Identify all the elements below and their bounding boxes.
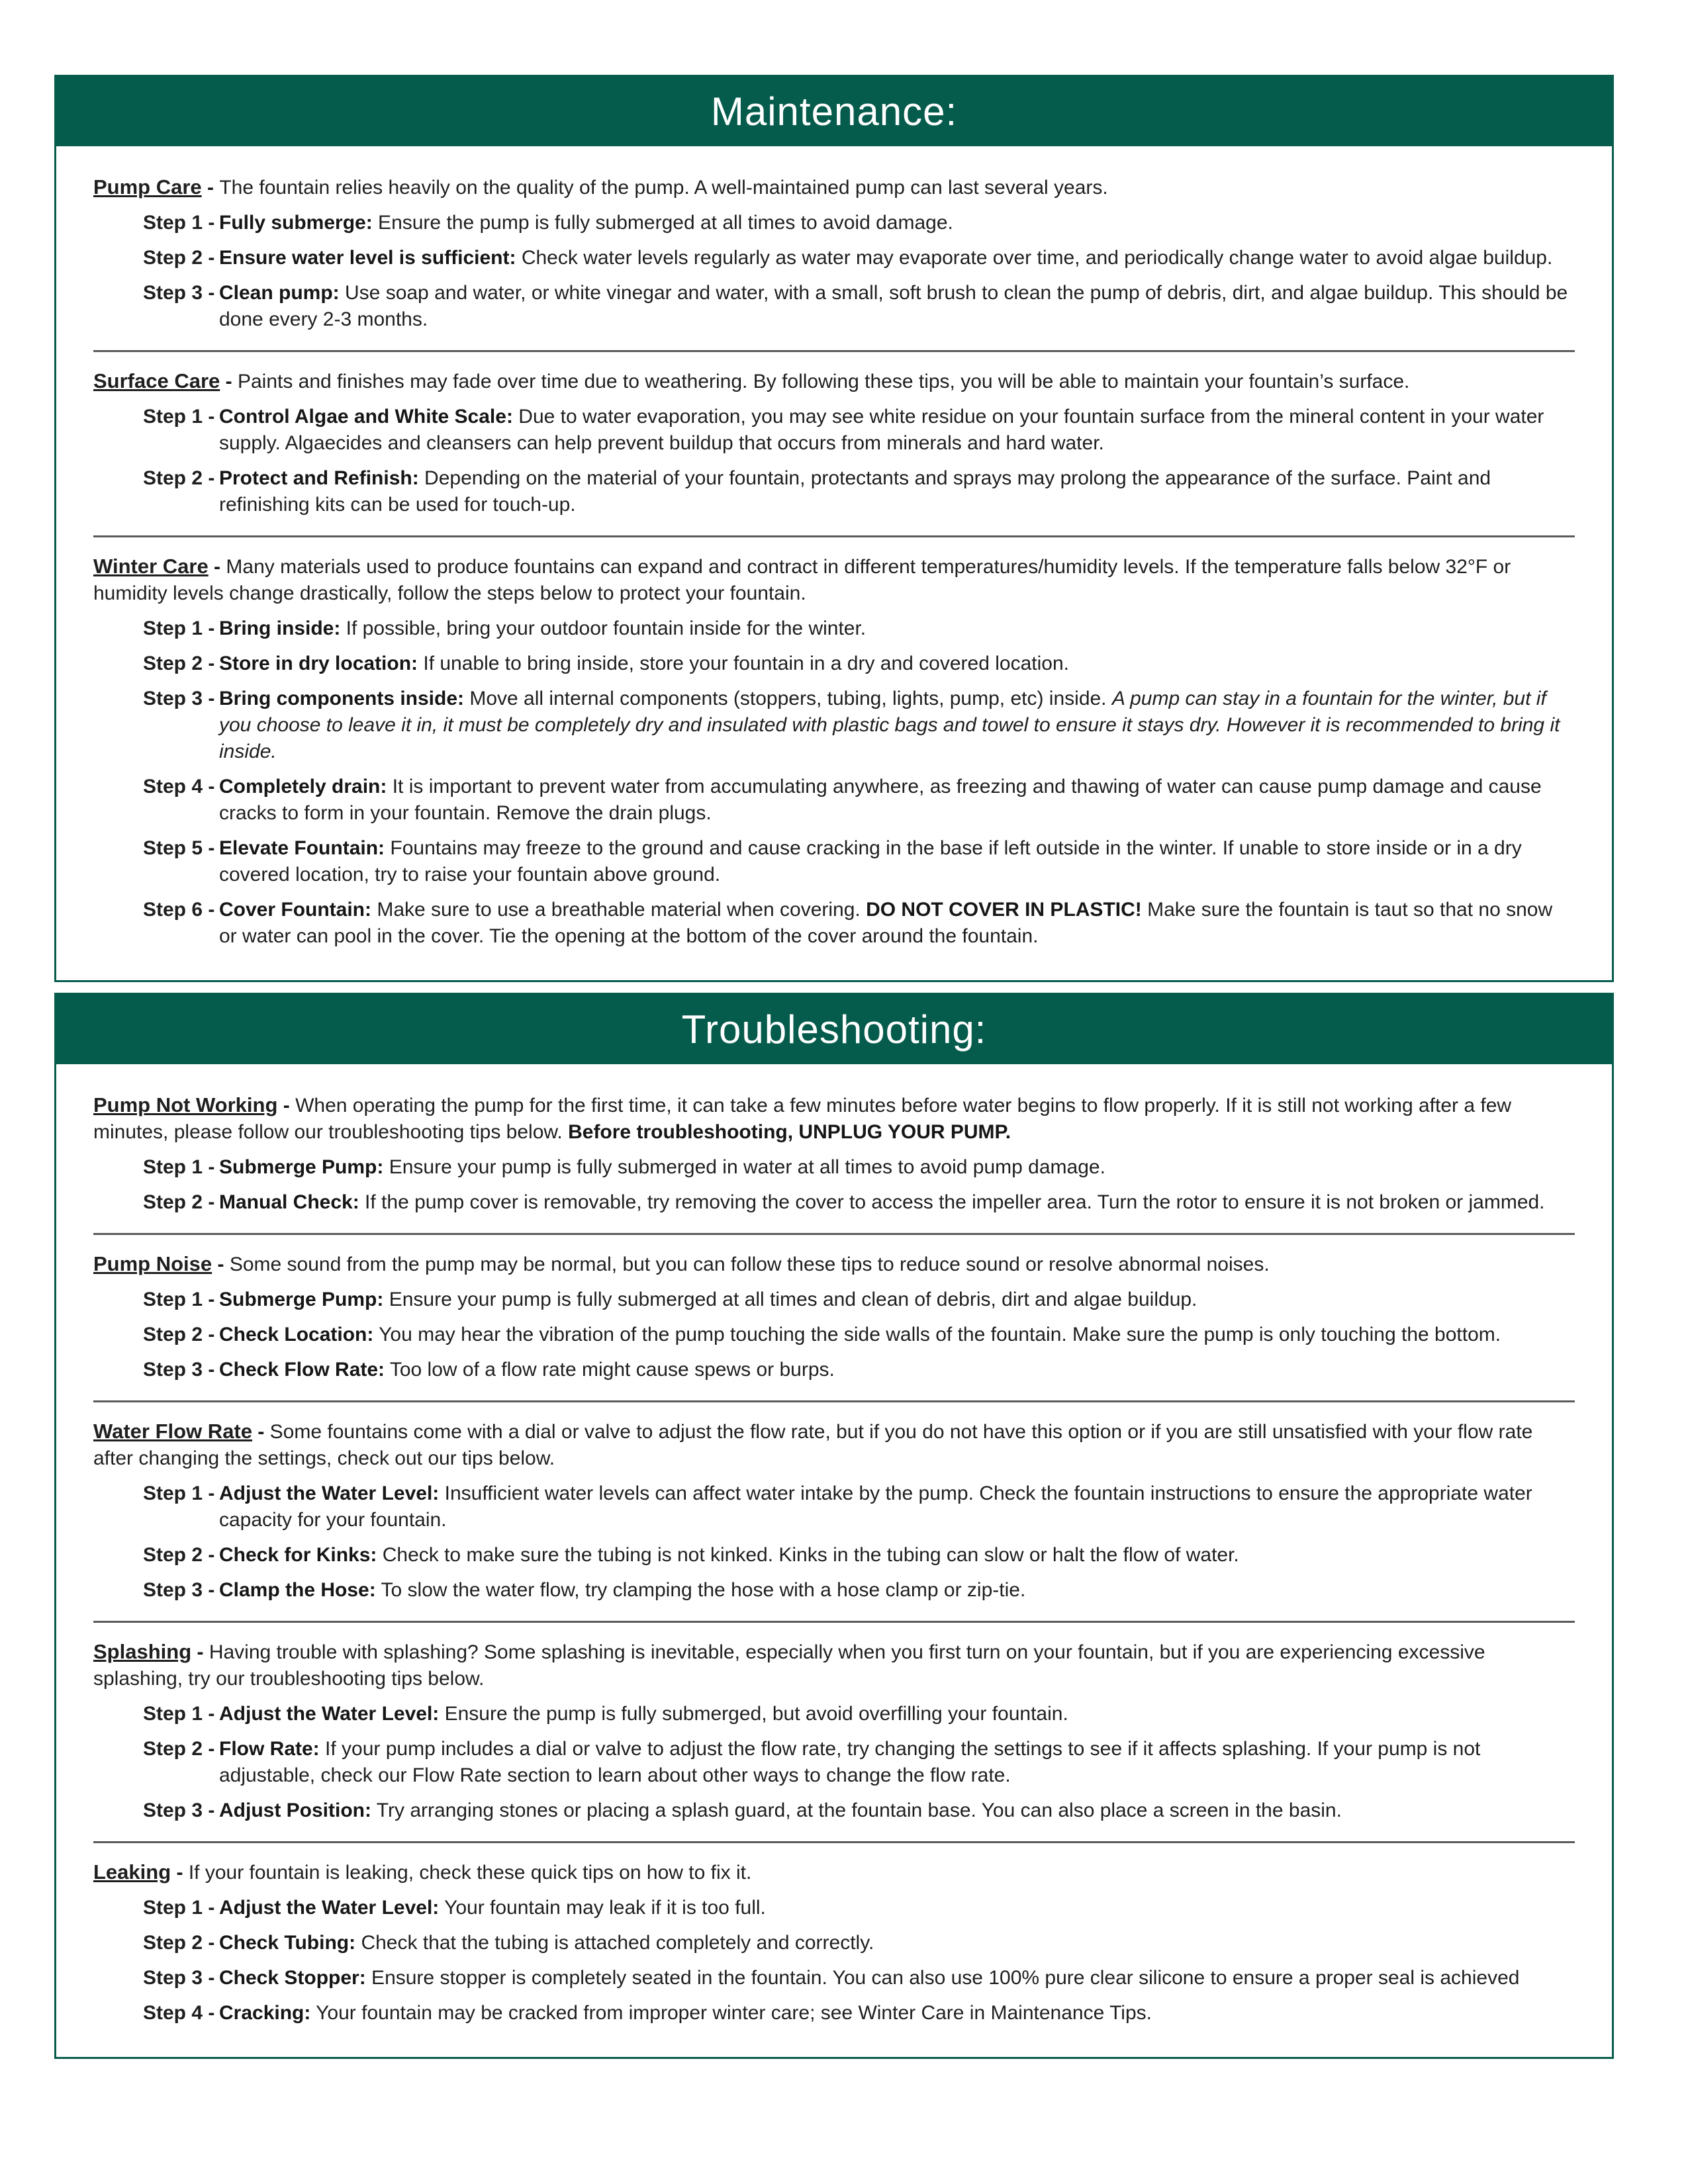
step-row — [93, 280, 1575, 333]
topic-intro — [93, 1418, 1575, 1472]
body-text: Ensure the pump is fully submerged, but avoid overfilling your fountain. — [439, 1703, 1068, 1725]
step-text — [219, 899, 1552, 947]
step-number: Step 2 - — [143, 467, 215, 489]
body-text: Check that the tubing is attached completely and correctly. — [355, 1932, 874, 1954]
body-text: Move all internal components (stoppers, tubing, lights, pump, etc) inside. — [464, 688, 1112, 709]
step-text — [219, 1738, 1480, 1786]
bold-text: Submerge Pump: — [219, 1156, 384, 1178]
step-row — [93, 686, 1575, 765]
step-text — [219, 212, 953, 234]
step-row — [93, 210, 1575, 236]
body-text: You may hear the vibration of the pump touching the side walls of the fountain. Make sure the pump is only touching the bottom. — [373, 1324, 1501, 1345]
topic-heading: Splashing — [93, 1640, 192, 1663]
step-row — [93, 1736, 1575, 1789]
step-row — [93, 615, 1575, 642]
step-number: Step 3 - — [143, 688, 215, 709]
body-text: Some sound from the pump may be normal, but you can follow these tips to reduce sound or resolve abnormal noises. — [229, 1253, 1270, 1275]
topic-heading: Pump Noise — [93, 1252, 212, 1275]
step-text — [219, 1289, 1197, 1310]
topic-intro — [93, 1092, 1575, 1146]
bold-text: - — [252, 1421, 270, 1443]
topic — [93, 1859, 1575, 2026]
maintenance-section — [54, 75, 1614, 982]
step-number: Step 1 - — [143, 1156, 215, 1178]
maintenance-title: Maintenance: — [710, 89, 958, 134]
step-row — [93, 1895, 1575, 1921]
bold-text: Adjust the Water Level: — [219, 1703, 440, 1725]
step-row — [93, 465, 1575, 518]
step-row — [93, 1930, 1575, 1956]
topic-intro — [93, 1639, 1575, 1692]
step-row — [93, 1322, 1575, 1348]
topic-divider — [93, 1841, 1575, 1843]
body-text: Use soap and water, or white vinegar and water, with a small, soft brush to clean the pump of debris, dirt, and algae buildup. This should be done every 2-3 months. — [219, 282, 1568, 330]
bold-text: Completely drain: — [219, 776, 387, 797]
topic-divider — [93, 1400, 1575, 1402]
bold-text: - — [220, 371, 238, 392]
body-text: Your fountain may leak if it is too full. — [439, 1897, 766, 1919]
body-text: Ensure your pump is fully submerged at all times and clean of debris, dirt and algae buildup. — [383, 1289, 1197, 1310]
body-text: Fountains may freeze to the ground and cause cracking in the base if left outside in the winter. If unable to store inside or in a dry covered location, try to raise your fountain above ground. — [219, 837, 1522, 886]
step-number: Step 1 - — [143, 1289, 215, 1310]
bold-text: Fully submerge: — [219, 212, 373, 234]
step-row — [93, 1189, 1575, 1216]
body-text: Ensure the pump is fully submerged at all times to avoid damage. — [372, 212, 953, 234]
step-text — [219, 282, 1568, 330]
bold-text: Check Location: — [219, 1324, 374, 1345]
step-text — [219, 776, 1542, 824]
step-text — [219, 1191, 1545, 1213]
step-number: Step 6 - — [143, 899, 215, 921]
topic-intro — [93, 1251, 1575, 1278]
step-text — [219, 1324, 1501, 1345]
body-text: Your fountain may be cracked from improper winter care; see Winter Care in Maintenance Tips. — [310, 2002, 1152, 2024]
step-text — [219, 1703, 1068, 1725]
body-text: Make sure the fountain is taut so that no snow or water can pool in the cover. Tie the opening at the bottom of the cover around the fountain. — [219, 899, 1553, 947]
body-text: If possible, bring your outdoor fountain inside for the winter. — [340, 617, 867, 639]
step-row — [93, 835, 1575, 888]
maintenance-content — [56, 146, 1612, 980]
body-text: Ensure your pump is fully submerged in water at all times to avoid pump damage. — [383, 1156, 1105, 1178]
body-text: The fountain relies heavily on the quality of the pump. A well-maintained pump can last several years. — [219, 177, 1108, 199]
bold-text: DO NOT COVER IN PLASTIC! — [866, 899, 1142, 921]
step-text — [219, 1932, 874, 1954]
step-number: Step 2 - — [143, 247, 215, 269]
topic-heading: Surface Care — [93, 369, 220, 392]
bold-text: - — [277, 1095, 296, 1116]
step-number: Step 2 - — [143, 653, 215, 674]
step-row — [93, 774, 1575, 827]
body-text: It is important to prevent water from accumulating anywhere, as freezing and thawing of water can cause pump damage and cause cracks to form in your fountain. Remove the drain plugs. — [219, 776, 1542, 824]
bold-text: Adjust Position: — [219, 1799, 371, 1821]
bold-text: Submerge Pump: — [219, 1289, 384, 1310]
bold-text: - — [208, 556, 226, 578]
step-row — [93, 1357, 1575, 1383]
body-text: Ensure stopper is completely seated in the fountain. You can also use 100% pure clear silicone to ensure a proper seal is achieved — [365, 1967, 1520, 1989]
step-number: Step 4 - — [143, 776, 215, 797]
step-text — [219, 1579, 1025, 1601]
bold-text: Cover Fountain: — [219, 899, 371, 921]
step-row — [93, 897, 1575, 950]
step-number: Step 3 - — [143, 1579, 215, 1601]
body-text: Too low of a flow rate might cause spews or burps. — [385, 1359, 835, 1381]
step-number: Step 1 - — [143, 1897, 215, 1919]
body-text: When operating the pump for the first time, it can take a few minutes before water begins to flow properly. If it is still not working after a few minutes, please follow our troubleshooting tips below. — [93, 1095, 1512, 1143]
step-text — [219, 1544, 1239, 1566]
step-number: Step 2 - — [143, 1191, 215, 1213]
bold-text: Elevate Fountain: — [219, 837, 385, 859]
topic — [93, 1418, 1575, 1604]
bold-text: Before troubleshooting, UNPLUG YOUR PUMP. — [568, 1121, 1011, 1143]
step-text — [219, 1967, 1519, 1989]
italic-text: A pump can stay in a fountain for the winter, but if you choose to leave it in, it must be completely dry and insulated with plastic bags and towel to ensure it stays dry. However it is recommended to bring it inside. — [219, 688, 1560, 762]
step-number: Step 3 - — [143, 1967, 215, 1989]
step-row — [93, 1480, 1575, 1533]
step-text — [219, 247, 1552, 269]
topic-intro — [93, 368, 1575, 395]
bold-text: Control Algae and White Scale: — [219, 406, 513, 428]
topic-divider — [93, 350, 1575, 352]
body-text: Some fountains come with a dial or valve to adjust the flow rate, but if you do not have this option or if you are still unsatisfied with your flow rate after changing the settings, check out our tips below. — [93, 1421, 1533, 1469]
step-row — [93, 245, 1575, 271]
body-text: Check to make sure the tubing is not kinked. Kinks in the tubing can slow or halt the flow of water. — [377, 1544, 1239, 1566]
step-text — [219, 1897, 766, 1919]
bold-text: Bring components inside: — [219, 688, 465, 709]
step-text — [219, 1482, 1532, 1531]
step-row — [93, 1577, 1575, 1604]
step-text — [219, 1359, 835, 1381]
topic-heading: Pump Not Working — [93, 1093, 278, 1116]
step-number: Step 2 - — [143, 1324, 215, 1345]
topic-heading: Pump Care — [93, 175, 202, 199]
step-text — [219, 467, 1491, 516]
step-number: Step 5 - — [143, 837, 215, 859]
topic-heading: Leaking — [93, 1860, 171, 1884]
body-text: Insufficient water levels can affect water intake by the pump. Check the fountain instructions to ensure the appropriate water capacity for your fountain. — [219, 1482, 1532, 1531]
step-row — [93, 404, 1575, 457]
step-text — [219, 653, 1069, 674]
body-text: Depending on the material of your fountain, protectants and sprays may prolong the appearance of the surface. Paint and refinishing kits can be used for touch-up. — [219, 467, 1491, 516]
topic — [93, 1251, 1575, 1383]
body-text: Paints and finishes may fade over time due to weathering. By following these tips, you will be able to maintain your fountain’s surface. — [237, 371, 1410, 392]
body-text: Try arranging stones or placing a splash guard, at the fountain base. You can also place a screen in the basin. — [371, 1799, 1342, 1821]
topic — [93, 1639, 1575, 1824]
bold-text: Protect and Refinish: — [219, 467, 419, 489]
step-number: Step 1 - — [143, 212, 215, 234]
bold-text: Cracking: — [219, 2002, 311, 2024]
topic-divider — [93, 1233, 1575, 1235]
topic — [93, 368, 1575, 518]
step-number: Step 2 - — [143, 1738, 215, 1760]
topic-intro — [93, 553, 1575, 607]
topic-heading: Water Flow Rate — [93, 1420, 252, 1443]
bold-text: Bring inside: — [219, 617, 341, 639]
step-number: Step 3 - — [143, 282, 215, 304]
step-row — [93, 1154, 1575, 1181]
step-number: Step 2 - — [143, 1544, 215, 1566]
step-number: Step 4 - — [143, 2002, 215, 2024]
bold-text: Check Stopper: — [219, 1967, 366, 1989]
bold-text: Adjust the Water Level: — [219, 1897, 440, 1919]
step-text — [219, 1156, 1105, 1178]
body-text: To slow the water flow, try clamping the hose with a hose clamp or zip-tie. — [375, 1579, 1026, 1601]
bold-text: Manual Check: — [219, 1191, 359, 1213]
body-text: If your fountain is leaking, check these quick tips on how to fix it. — [188, 1862, 752, 1884]
body-text: Make sure to use a breathable material when covering. — [371, 899, 867, 921]
bold-text: Clamp the Hose: — [219, 1579, 376, 1601]
bold-text: Check Flow Rate: — [219, 1359, 385, 1381]
bold-text: Store in dry location: — [219, 653, 418, 674]
bold-text: - — [191, 1641, 209, 1663]
topic-intro — [93, 1859, 1575, 1886]
troubleshooting-title: Troubleshooting: — [681, 1007, 987, 1052]
step-number: Step 2 - — [143, 1932, 215, 1954]
bold-text: Check Tubing: — [219, 1932, 356, 1954]
maintenance-header-bar — [56, 77, 1612, 146]
bold-text: Adjust the Water Level: — [219, 1482, 440, 1504]
topic-heading: Winter Care — [93, 555, 209, 578]
step-row — [93, 1797, 1575, 1824]
body-text: If unable to bring inside, store your fountain in a dry and covered location. — [418, 653, 1069, 674]
step-number: Step 1 - — [143, 1703, 215, 1725]
topic — [93, 174, 1575, 333]
step-row — [93, 1701, 1575, 1727]
step-text — [219, 688, 1560, 762]
body-text: If your pump includes a dial or valve to adjust the flow rate, try changing the settings to see if it affects splashing. If your pump is not adjustable, check our Flow Rate section to learn about other ways to change the flow rate. — [219, 1738, 1481, 1786]
troubleshooting-section — [54, 993, 1614, 2059]
topic — [93, 553, 1575, 950]
bold-text: - — [212, 1253, 230, 1275]
bold-text: - — [171, 1862, 189, 1884]
step-text — [219, 2002, 1152, 2024]
bold-text: - — [201, 177, 220, 199]
body-text: Having trouble with splashing? Some splashing is inevitable, especially when you first turn on your fountain, but if you are experiencing excessive splashing, try our troubleshooting tips below. — [93, 1641, 1485, 1690]
troubleshooting-content — [56, 1064, 1612, 2057]
troubleshooting-header-bar — [56, 995, 1612, 1064]
bold-text: Clean pump: — [219, 282, 340, 304]
step-text — [219, 1799, 1342, 1821]
step-number: Step 1 - — [143, 1482, 215, 1504]
step-number: Step 1 - — [143, 406, 215, 428]
body-text: Many materials used to produce fountains can expand and contract in different temperatures/humidity levels. If the temperature falls below 32°F or humidity levels change drastically, follow the steps below to protect your fountain. — [93, 556, 1511, 604]
step-text — [219, 406, 1544, 454]
step-row — [93, 1287, 1575, 1313]
step-row — [93, 651, 1575, 677]
topic-intro — [93, 174, 1575, 201]
step-row — [93, 1542, 1575, 1569]
bold-text: Check for Kinks: — [219, 1544, 377, 1566]
step-text — [219, 837, 1522, 886]
step-number: Step 3 - — [143, 1359, 215, 1381]
body-text: Check water levels regularly as water may evaporate over time, and periodically change water to avoid algae buildup. — [516, 247, 1553, 269]
topic — [93, 1092, 1575, 1216]
step-row — [93, 1965, 1575, 1991]
bold-text: Ensure water level is sufficient: — [219, 247, 516, 269]
step-row — [93, 2000, 1575, 2026]
step-number: Step 3 - — [143, 1799, 215, 1821]
bold-text: Flow Rate: — [219, 1738, 320, 1760]
step-text — [219, 617, 866, 639]
body-text: Due to water evaporation, you may see white residue on your fountain surface from the mineral content in your water supply. Algaecides and cleansers can help prevent buildup that occurs from minerals and hard water. — [219, 406, 1544, 454]
body-text: If the pump cover is removable, try removing the cover to access the impeller area. Turn the rotor to ensure it is not broken or jammed. — [359, 1191, 1545, 1213]
topic-divider — [93, 535, 1575, 537]
step-number: Step 1 - — [143, 617, 215, 639]
topic-divider — [93, 1621, 1575, 1623]
